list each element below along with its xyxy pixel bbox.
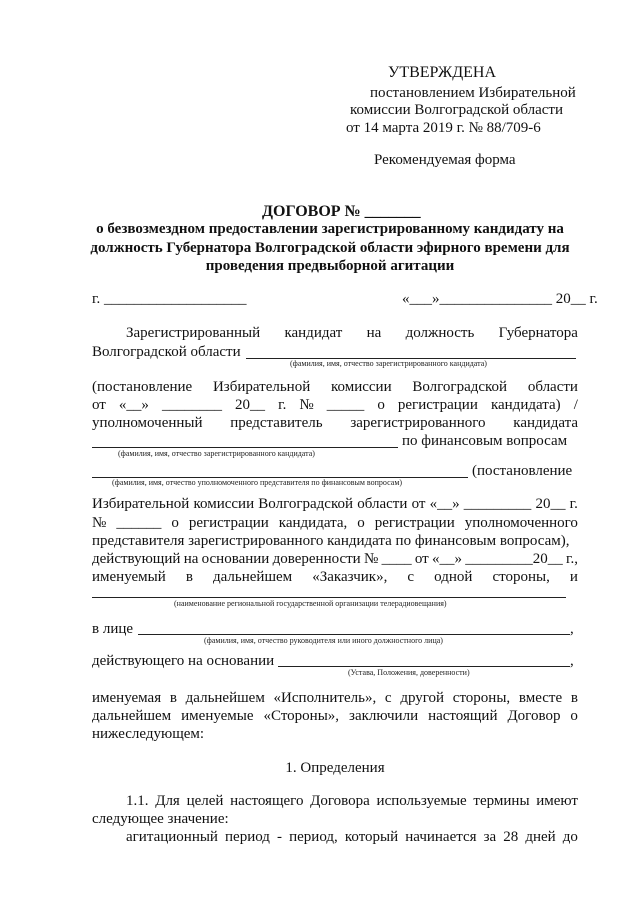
p3-line-3: представителя зарегистрированного кандидата по финансовым вопросам),	[92, 533, 570, 549]
word: 20__	[535, 496, 566, 512]
word: целей	[186, 793, 224, 809]
word: от	[411, 496, 426, 512]
word: настоящий	[428, 708, 498, 724]
word: имеют	[536, 793, 578, 809]
contract-subtitle-1: о безвозмездном предоставлении зарегистрированному кандидату на	[96, 221, 564, 237]
word: «__»	[431, 551, 462, 567]
word: который	[344, 829, 399, 845]
word: о	[377, 397, 385, 413]
word: должность	[405, 325, 475, 341]
p2-line-5: (постановление	[472, 463, 573, 479]
word: до	[562, 829, 578, 845]
word: от	[92, 397, 106, 413]
word: в	[185, 569, 193, 585]
word: Избирательной	[212, 379, 311, 395]
word: ______	[116, 515, 162, 531]
word: №	[92, 515, 107, 531]
candidate-name-line-2	[92, 447, 398, 448]
word: «Стороны»,	[263, 708, 340, 724]
word: дней	[525, 829, 556, 845]
word: именуемая	[92, 690, 162, 706]
word: на	[183, 551, 199, 567]
p3-line-4	[92, 550, 578, 568]
word: регистрации	[188, 515, 269, 531]
caption-candidate-2: (фамилия, имя, отчество зарегистрированного кандидата)	[118, 449, 315, 458]
word: период,	[289, 829, 338, 845]
word: области	[357, 496, 408, 512]
p3-line-2	[92, 514, 578, 532]
word: регистрации	[374, 515, 455, 531]
word: «Заказчик»,	[312, 569, 388, 585]
word: области	[527, 379, 578, 395]
word: термины	[473, 793, 530, 809]
word: Волгоградской	[412, 379, 508, 395]
caption-representative: (фамилия, имя, отчество уполномоченного представителя по финансовым вопросам)	[112, 478, 403, 487]
word: г.	[278, 397, 287, 413]
in-person-label: в лице	[92, 621, 134, 637]
caption-candidate: (фамилия, имя, отчество зарегистрированного кандидата)	[290, 359, 487, 368]
word: г.,	[565, 551, 578, 567]
word: о	[357, 515, 365, 531]
word: 1.1.	[126, 793, 149, 809]
word: 20__	[235, 397, 266, 413]
word: с	[384, 690, 392, 706]
contract-subtitle-2: должность Губернатора Волгоградской области эфирного времени для	[90, 240, 570, 256]
s11-line-3	[126, 828, 578, 846]
city-field: г. ___________________	[92, 291, 247, 307]
word: уполномоченного	[464, 515, 578, 531]
p3-line-5	[92, 568, 578, 586]
p4-line-1	[92, 689, 578, 707]
word: ________	[161, 397, 222, 413]
section-1-heading: 1. Определения	[285, 760, 385, 776]
basis-line	[278, 666, 570, 667]
word: Губернатора	[498, 325, 578, 341]
word: в	[570, 690, 578, 706]
caption-head: (фамилия, имя, отчество руководителя или иного должностного лица)	[204, 636, 443, 645]
word: Избирательной	[92, 496, 190, 512]
word: кандидата,	[278, 515, 348, 531]
approval-line-2: комиссии Волгоградской области	[350, 102, 563, 118]
word: регистрации	[397, 397, 478, 413]
word: /	[573, 397, 578, 413]
word: одной	[434, 569, 473, 585]
approved-title: УТВЕРЖДЕНА	[388, 64, 497, 81]
p1-line-2: Волгоградской области	[92, 344, 241, 360]
word: зарегистрированного	[350, 415, 486, 431]
p1-line-1	[126, 324, 578, 342]
word: кандидат	[284, 325, 343, 341]
word: Для	[155, 793, 180, 809]
p3-line-1	[92, 495, 578, 513]
word: заключили	[349, 708, 419, 724]
word: дальнейшем	[212, 569, 293, 585]
word: от	[414, 551, 429, 567]
word: вместе	[518, 690, 563, 706]
word: _____	[326, 397, 365, 413]
p4-line-3: нижеследующем:	[92, 726, 205, 742]
word: Зарегистрированный	[126, 325, 261, 341]
organization-name-line	[92, 597, 566, 598]
word: Волгоградской	[258, 496, 354, 512]
word: комиссии	[193, 496, 255, 512]
word: №	[363, 551, 379, 567]
word: Договор	[507, 708, 561, 724]
comma-1: ,	[570, 621, 574, 637]
acting-label: действующего на основании	[92, 653, 275, 669]
word: №	[299, 397, 314, 413]
word: период	[225, 829, 270, 845]
caption-organization: (наименование региональной государственной организации телерадиовещания)	[174, 599, 447, 608]
word: доверенности	[272, 551, 361, 567]
word: комиссии	[330, 379, 392, 395]
word: начинается	[405, 829, 477, 845]
p4-line-2	[92, 707, 578, 725]
word: «__»	[118, 397, 149, 413]
p2-line-2	[92, 396, 578, 414]
contract-title: ДОГОВОР № _______	[262, 203, 421, 220]
approval-line-3: от 14 марта 2019 г. № 88/709-6	[346, 120, 541, 136]
word: основании	[201, 551, 270, 567]
comma-2: ,	[570, 653, 574, 669]
word: действующий	[92, 551, 181, 567]
date-field: «___»_______________ 20__ г.	[402, 291, 598, 307]
word: дальнейшем	[92, 708, 172, 724]
word: именуемый	[92, 569, 166, 585]
word: представитель	[230, 415, 323, 431]
word: «Исполнитель»,	[273, 690, 377, 706]
word: Договора	[310, 793, 370, 809]
s11-line-1	[126, 792, 578, 810]
word: за	[483, 829, 497, 845]
word: в	[169, 690, 177, 706]
word: дальнейшем	[185, 690, 265, 706]
caption-basis: (Устава, Положения, доверенности)	[348, 668, 470, 677]
word: кандидата)	[490, 397, 561, 413]
word: на	[366, 325, 382, 341]
word: _________20__	[465, 551, 563, 567]
word: _________	[463, 496, 532, 512]
contract-subtitle-3: проведения предвыборной агитации	[205, 258, 455, 274]
word: о	[171, 515, 179, 531]
word: г.	[569, 496, 578, 512]
word: уполномоченный	[92, 415, 203, 431]
word: именуемые	[181, 708, 254, 724]
s11-line-2: следующее значение:	[92, 811, 229, 827]
word: используемые	[376, 793, 467, 809]
word: настоящего	[230, 793, 304, 809]
head-name-line	[138, 634, 570, 635]
word: о	[570, 708, 578, 724]
p2-line-1	[92, 378, 578, 396]
word: с	[407, 569, 415, 585]
word: «__»	[429, 496, 460, 512]
word: другой	[400, 690, 445, 706]
p2-line-3	[92, 414, 578, 432]
approval-line-1: постановлением Избирательной	[370, 85, 576, 101]
p2-line-4: по финансовым вопросам	[402, 433, 568, 449]
word: -	[277, 829, 283, 845]
word: ____	[381, 551, 412, 567]
word: 28	[503, 829, 519, 845]
word: стороны,	[452, 690, 511, 706]
word: агитационный	[126, 829, 218, 845]
word: кандидата	[513, 415, 578, 431]
word: стороны,	[492, 569, 550, 585]
word: (постановление	[92, 379, 193, 395]
recommended-form: Рекомендуемая форма	[374, 152, 516, 168]
word: и	[569, 569, 578, 585]
